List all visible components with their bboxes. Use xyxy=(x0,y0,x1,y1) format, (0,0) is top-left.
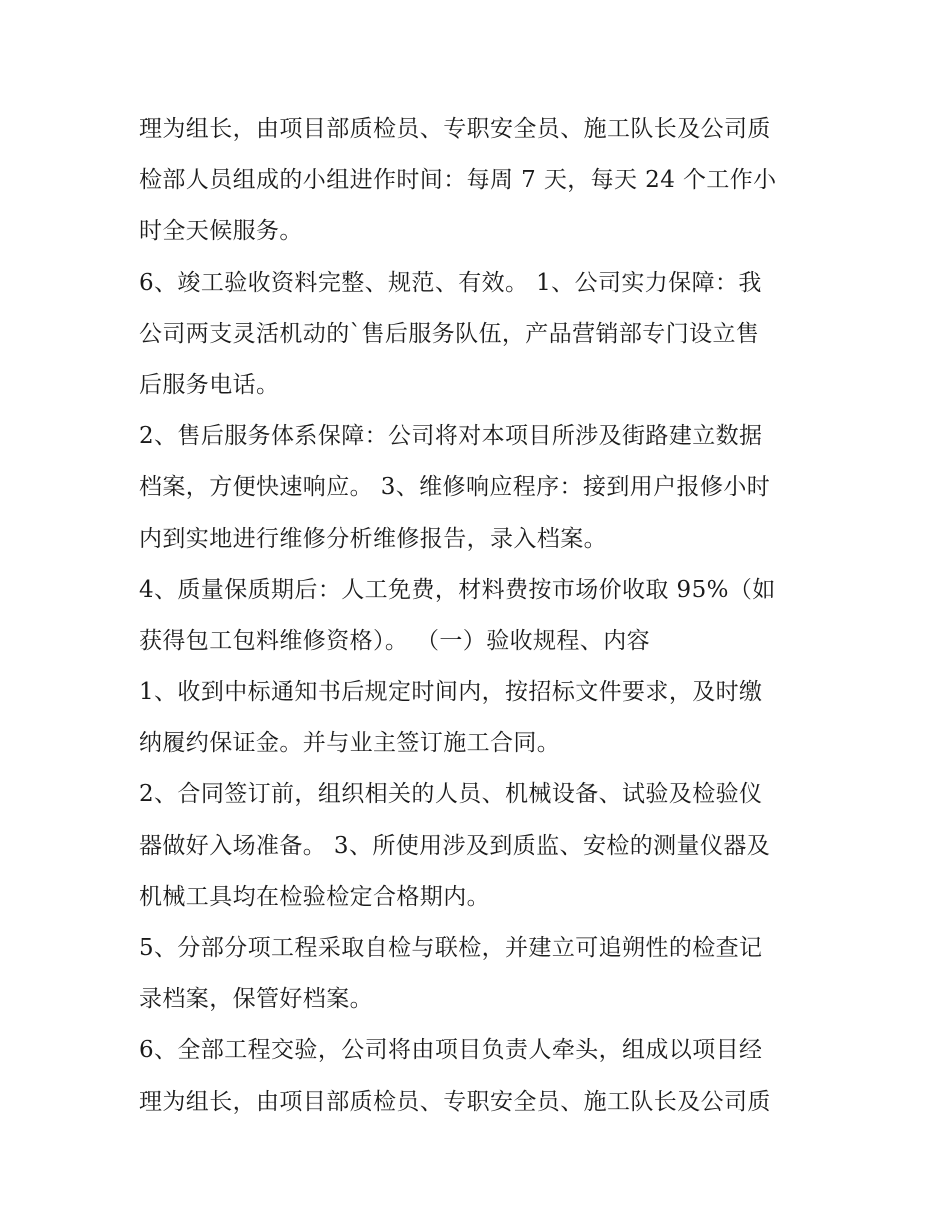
text-line: 时全天候服务。 xyxy=(139,218,303,245)
text-line: 2、合同签订前，组织相关的人员、机械设备、试验及检验仪 xyxy=(139,781,763,808)
text-line: 纳履约保证金。并与业主签订施工合同。 xyxy=(139,730,561,757)
text-line: 1、收到中标通知书后规定时间内，按招标文件要求，及时缴 xyxy=(139,679,763,706)
document-body xyxy=(139,104,819,1128)
text-line: 内到实地进行维修分析维修报告，录入档案。 xyxy=(139,525,607,552)
text-line: 后服务电话。 xyxy=(139,371,280,398)
text-line: 5、分部分项工程采取自检与联检，并建立可追朔性的检查记 xyxy=(139,935,763,961)
text-line: 理为组长，由项目部质检员、专职安全员、施工队长及公司质 xyxy=(139,116,771,142)
text-line: 机械工具均在检验检定合格期内。 xyxy=(139,883,490,910)
text-line: 2、售后服务体系保障：公司将对本项目所涉及街路建立数据 xyxy=(139,423,763,450)
text-line: 4、质量保质期后：人工免费，材料费按市场价收取 95%（如 xyxy=(139,576,776,603)
text-line: 检部人员组成的小组进作时间：每周 7 天，每天 24 个工作小 xyxy=(139,167,777,194)
text-line: 理为组长，由项目部质检员、专职安全员、施工队长及公司质 xyxy=(139,1088,771,1115)
text-line: 6、全部工程交验，公司将由项目负责人牵头，组成以项目经 xyxy=(139,1037,763,1064)
text-line: 器做好入场准备。 3、所使用涉及到质监、安检的测量仪器及 xyxy=(139,832,771,859)
text-line: 6、竣工验收资料完整、规范、有效。 1、公司实力保障：我 xyxy=(139,269,762,296)
text-line: 录档案，保管好档案。 xyxy=(139,986,373,1013)
text-line: 档案，方便快速响应。 3、维修响应程序：接到用户报修小时 xyxy=(139,474,771,501)
text-line: 获得包工包料维修资格）。 （一）验收规程、内容 xyxy=(139,627,651,654)
text-line: 公司两支灵活机动的`售后服务队伍，产品营销部专门设立售 xyxy=(139,320,760,347)
